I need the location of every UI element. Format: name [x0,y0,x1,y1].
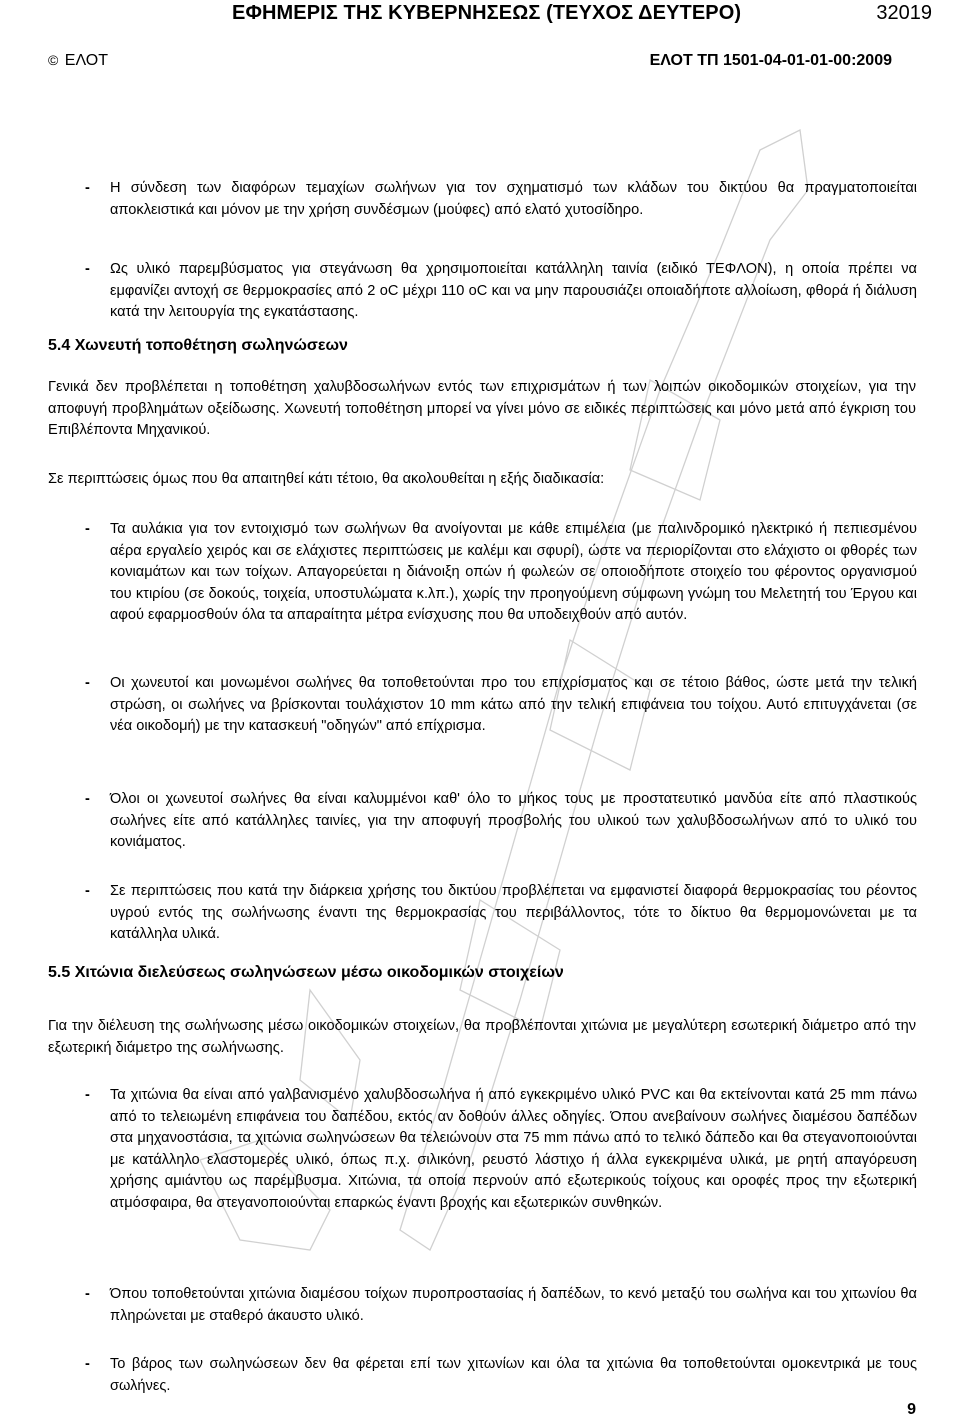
list-dash: - [85,261,90,277]
list-item [85,1085,917,1214]
section-5-5-intro: Για την διέλευση της σωλήνωσης μέσω οικοδομικών στοιχείων, θα προβλέπονται χιτώνια με μεγαλύτερη εσωτερική διάμετρο από την εξωτερική διάμετρο της σωλήνωσης. [48,1018,916,1056]
section-heading-5-4: 5.4 Χωνευτή τοποθέτηση σωληνώσεων [48,337,348,354]
list-item-text: Όλοι οι χωνευτοί σωλήνες θα είναι καλυμμένοι καθ' όλο το μήκος τους με προστατευτικό μανδύα είτε από πλαστικούς σωλήνες είτε από κατάλληλες ταινίες, για την αποφυγή προσβολής του υλικού των χαλυβδοσωλήνων από το υλικό του κονιάματος. [110,791,917,850]
list-item [85,1354,917,1397]
copyright-owner: ΕΛΟΤ [64,52,109,69]
gazette-page-number: 32019 [876,2,932,24]
section-heading-5-5: 5.5 Χιτώνια διελεύσεως σωληνώσεων μέσω οικοδομικών στοιχείων [48,964,564,981]
standard-code: ΕΛΟΤ ΤΠ 1501-04-01-01-00:2009 [649,52,892,69]
list-dash: - [85,1087,90,1103]
list-item-text: Το βάρος των σωληνώσεων δεν θα φέρεται επί των χιτωνίων και όλα τα χιτώνια θα τοποθετούνται ομοκεντρικά με τους σωλήνες. [110,1356,917,1394]
page-number: 9 [907,1401,916,1418]
list-item-text: Τα αυλάκια για τον εντοιχισμό των σωλήνων θα ανοίγονται με κάθε επιμέλεια (με παλινδρομικό ηλεκτρικό ή πεπιεσμένου αέρα εργαλείο χειρός και σε ελάχιστες περιπτώσεις με καλέμι και σφυρί), ώστε να περιορίζονται στο ελάχιστο οι φθορές των κονιαμάτων και των τοίχων. Απαγορεύεται η διάνοιξη οπών ή φωλεών σε οποιοδήποτε στοιχείο του φέροντος οργανισμού του κτιρίου (σε δοκούς, τοιχεία, υποστυλώματα κ.λπ.), χωρίς την προηγούμενη σύμφωνη γνώμη του Μελετητή του Έργου και αφού εφαρμοσθούν όλα τα απαραίτητα μέτρα ενίσχυσης που θα υποδειχθούν από αυτόν. [110,521,917,623]
section-5-4-lead: Σε περιπτώσεις όμως που θα απαιτηθεί κάτι τέτοιο, θα ακολουθείται η εξής διαδικασία: [48,471,605,487]
list-dash: - [85,1286,90,1302]
copyright-notice [48,52,108,70]
gazette-title: ΕΦΗΜΕΡΙΣ ΤΗΣ ΚΥΒΕΡΝΗΣΕΩΣ (ΤΕΥΧΟΣ ΔΕΥΤΕΡΟ) [232,2,742,24]
list-item [85,881,917,946]
list-item-text: Όπου τοποθετούνται χιτώνια διαμέσου τοίχων πυροπροστασίας ή δαπέδων, το κενό μεταξύ του σωλήνα και του χιτωνίου θα πληρώνεται με σταθερό άκαυστο υλικό. [110,1286,917,1324]
list-item [85,519,917,627]
list-dash: - [85,675,90,691]
list-item [85,259,917,324]
list-item [85,1284,917,1327]
list-item [85,178,917,221]
list-item [85,789,917,854]
list-item-text: Σε περιπτώσεις που κατά την διάρκεια χρήσης του δικτύου προβλέπεται να εμφανιστεί διαφορά θερμοκρασίας του ρέοντος υγρού εντός της σωλήνωσης έναντι της θερμοκρασίας του περιβάλλοντος, τότε το δίκτυο θα θερμομονώνεται με τα κατάλληλα υλικά. [110,883,917,942]
list-item-text: Ως υλικό παρεμβύσματος για στεγάνωση θα χρησιμοποιείται κατάλληλη ταινία (ειδικό ΤΕΦΛΟΝ), η οποία πρέπει να εμφανίζει αντοχή σε θερμοκρασίες από 2 oC μέχρι 110 oC και να μην παρουσιάζει οποιαδήποτε αλλοίωση, φθορά ή διάλυση κατά την λειτουργία της εγκατάστασης. [110,261,917,320]
list-item-text: Η σύνδεση των διαφόρων τεμαχίων σωλήνων για τον σχηματισμό των κλάδων του δικτύου θα πραγματοποιείται αποκλειστικά και μόνον με την χρήση συνδέσμων (μούφες) από ελατό χυτοσίδηρο. [110,180,917,218]
list-item [85,673,917,738]
section-5-4-intro: Γενικά δεν προβλέπεται η τοποθέτηση χαλυβδοσωλήνων εντός των επιχρισμάτων ή των λοιπών οικοδομικών στοιχείων, για την αποφυγή προβλημάτων οξείδωσης. Χωνευτή τοποθέτηση μπορεί να γίνει μόνο σε ειδικές περιπτώσεις και μόνο μετά από έγκριση του Επιβλέποντα Μηχανικού. [48,379,916,438]
list-dash: - [85,883,90,899]
list-dash: - [85,521,90,537]
list-dash: - [85,791,90,807]
list-dash: - [85,180,90,196]
list-item-text: Οι χωνευτοί και μονωμένοι σωλήνες θα τοποθετούνται προ του επιχρίσματος και σε τέτοιο βάθος, ώστε μετά την τελική στρώση, οι σωλήνες να βρίσκονται τουλάχιστον 10 mm κάτω από την τελική επιφάνεια του τοίχου. Αυτό επιτυγχάνεται (σε νέα οικοδομή) με την κατασκευή "οδηγών" από επίχρισμα. [110,675,917,734]
list-dash: - [85,1356,90,1372]
list-item-text: Τα χιτώνια θα είναι από γαλβανισμένο χαλυβδοσωλήνα ή από εγκεκριμένο υλικό PVC και θα εκτείνονται κατά 25 mm πάνω από το τελειωμένη επιφάνεια του δαπέδου, εκτός αν δοθούν άλλες οδηγίες. Όπου ανεβαίνουν σωλήνες διαμέσου δαπέδων στα μηχανοστάσια, τα χιτώνια σωληνώσεων θα τελειώνουν στα 75 mm πάνω από το τελικό δάπεδο και θα στεγανοποιούνται με κατάλληλο ελαστομερές υλικό, όπως π.χ. σιλικόνη, ρευστό λάστιχο ή άλλα εγκεκριμένα υλικά, με ρητή απαγόρευση χρήσης αμιάντου ως παρέμβυσμα. Χιτώνια, τα οποία περνούν από εξωτερικούς τοίχους και οροφές προς την εξωτερική ατμόσφαιρα, θα στεγανοποιούνται επαρκώς έναντι βροχής και εξωτερικών συνθηκών. [110,1087,917,1211]
copyright-symbol: © [48,52,59,68]
